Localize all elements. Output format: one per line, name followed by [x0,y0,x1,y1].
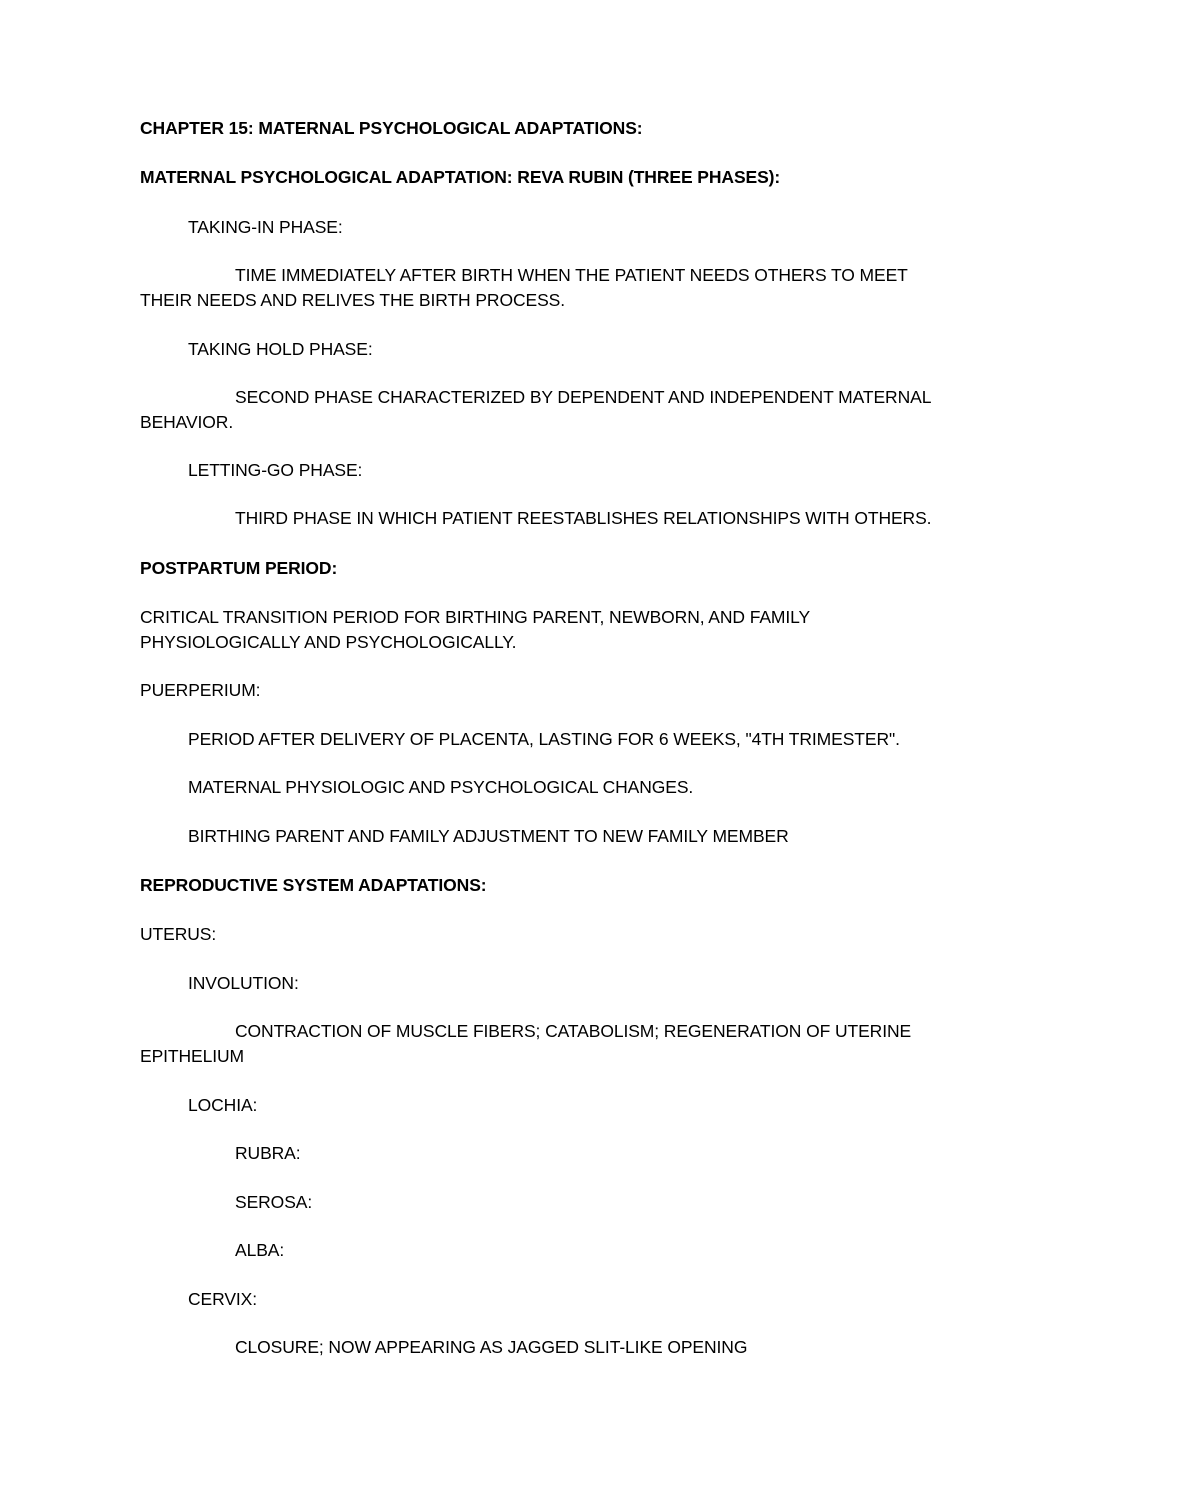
alba-label: ALBA: [235,1240,285,1260]
postpartum-heading: POSTPARTUM PERIOD: [140,558,338,578]
serosa-label: SEROSA: [235,1192,313,1212]
uterus-label: UTERUS: [140,924,217,944]
reproductive-heading: REPRODUCTIVE SYSTEM ADAPTATIONS: [140,875,487,895]
taking-in-label: TAKING-IN PHASE: [188,217,343,237]
involution-label: INVOLUTION: [188,973,299,993]
taking-in-desc-line1: TIME IMMEDIATELY AFTER BIRTH WHEN THE PATIENT NEEDS OTHERS TO MEET [235,265,908,285]
cervix-label: CERVIX: [188,1289,258,1309]
puerperium-item-1: PERIOD AFTER DELIVERY OF PLACENTA, LASTING FOR 6 WEEKS, "4TH TRIMESTER". [188,729,900,749]
letting-go-desc: THIRD PHASE IN WHICH PATIENT REESTABLISHES RELATIONSHIPS WITH OTHERS. [235,508,932,528]
puerperium-label: PUERPERIUM: [140,680,261,700]
taking-hold-desc-line1: SECOND PHASE CHARACTERIZED BY DEPENDENT AND INDEPENDENT MATERNAL [235,387,932,407]
taking-hold-label: TAKING HOLD PHASE: [188,339,373,359]
taking-hold-desc-line2: BEHAVIOR. [140,412,234,432]
puerperium-item-3: BIRTHING PARENT AND FAMILY ADJUSTMENT TO NEW FAMILY MEMBER [188,826,789,846]
puerperium-item-2: MATERNAL PHYSIOLOGIC AND PSYCHOLOGICAL CHANGES. [188,777,694,797]
lochia-label: LOCHIA: [188,1095,258,1115]
involution-desc-line1: CONTRACTION OF MUSCLE FIBERS; CATABOLISM; REGENERATION OF UTERINE [235,1021,912,1041]
rubra-label: RUBRA: [235,1143,301,1163]
chapter-title: CHAPTER 15: MATERNAL PSYCHOLOGICAL ADAPTATIONS: [140,118,643,138]
postpartum-desc-line2: PHYSIOLOGICALLY AND PSYCHOLOGICALLY. [140,632,517,652]
involution-desc-line2: EPITHELIUM [140,1046,245,1066]
letting-go-label: LETTING-GO PHASE: [188,460,363,480]
rubin-heading: MATERNAL PSYCHOLOGICAL ADAPTATION: REVA RUBIN (THREE PHASES): [140,167,781,187]
cervix-desc: CLOSURE; NOW APPEARING AS JAGGED SLIT-LIKE OPENING [235,1337,748,1357]
postpartum-desc-line1: CRITICAL TRANSITION PERIOD FOR BIRTHING PARENT, NEWBORN, AND FAMILY [140,607,811,627]
taking-in-desc-line2: THEIR NEEDS AND RELIVES THE BIRTH PROCESS. [140,290,565,310]
